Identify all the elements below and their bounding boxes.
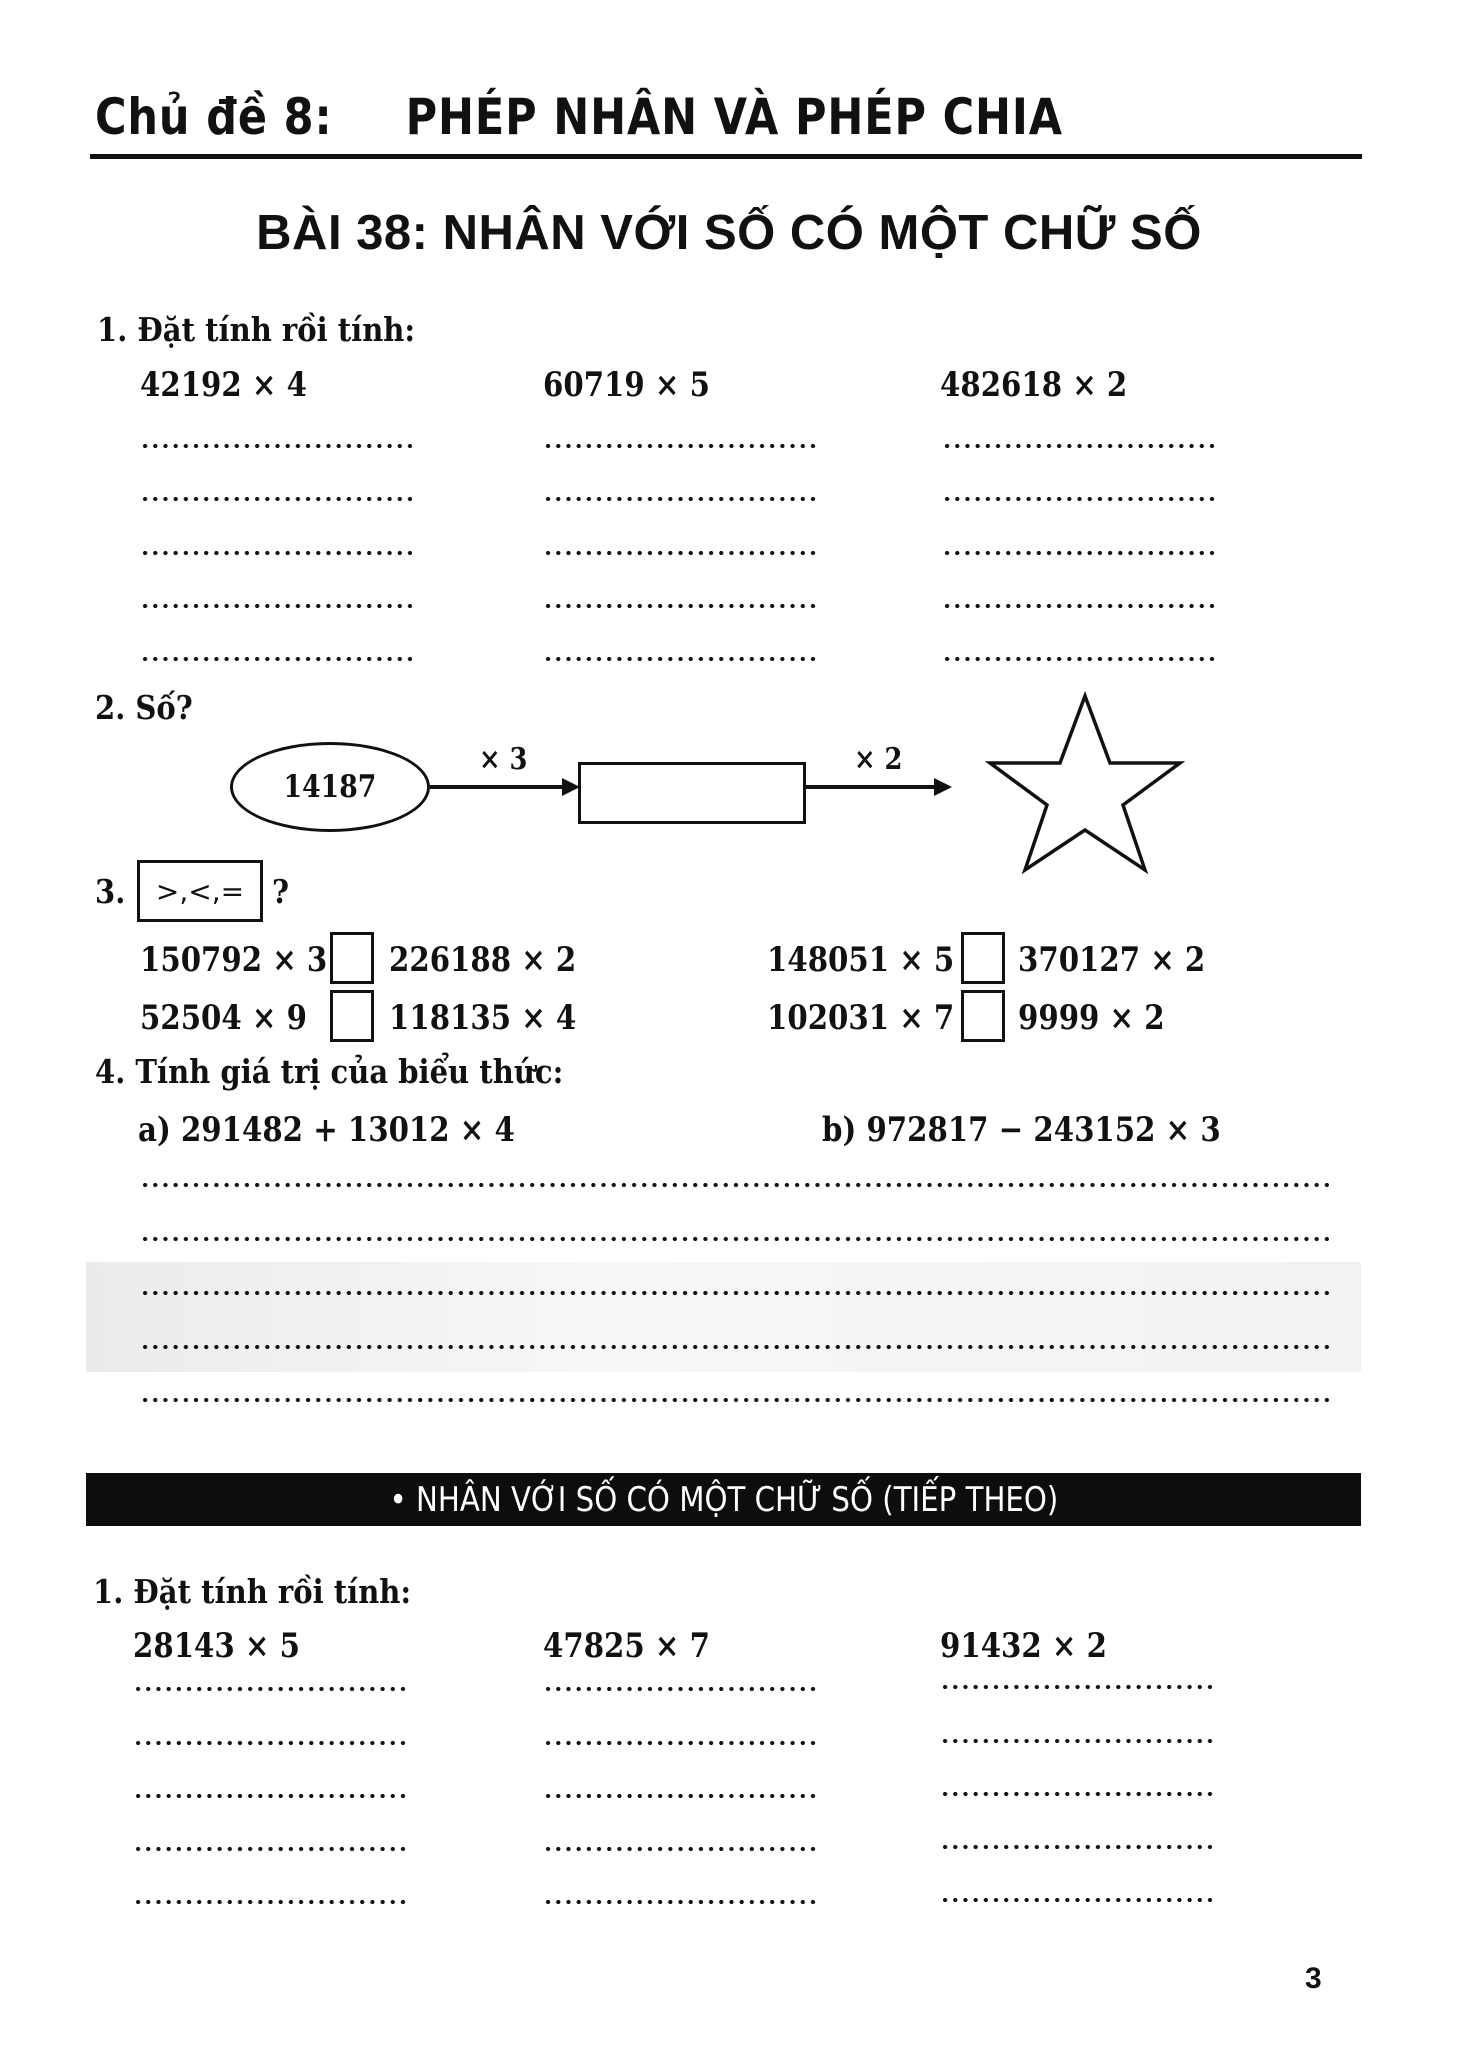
answer-line[interactable] [140, 443, 412, 449]
intermediate-answer-box[interactable] [578, 762, 806, 824]
answer-line[interactable] [942, 656, 1218, 662]
answer-line[interactable] [140, 1344, 1332, 1350]
answer-line[interactable] [543, 496, 818, 502]
answer-line[interactable] [140, 550, 412, 556]
start-value: 14187 [283, 769, 377, 805]
chapter-divider [90, 154, 1362, 159]
answer-line[interactable] [140, 1182, 1332, 1188]
q4-expression-a: a) 291482 + 13012 × 4 [138, 1110, 515, 1150]
answer-line[interactable] [543, 550, 818, 556]
answer-line[interactable] [543, 1686, 818, 1692]
section-banner [86, 1473, 1361, 1526]
compare-4-left: 102031 × 7 [767, 998, 955, 1038]
answer-line[interactable] [543, 1793, 818, 1799]
answer-line[interactable] [940, 1844, 1215, 1850]
comparison-symbols: >,<,= [155, 874, 245, 908]
answer-line[interactable] [140, 1397, 1332, 1403]
answer-line[interactable] [543, 443, 818, 449]
section2-q1-label: 1. Đặt tính rồi tính: [93, 1572, 412, 1611]
lesson-title: BÀI 38: NHÂN VỚI SỐ CÓ MỘT CHỮ SỐ [256, 206, 1202, 260]
compare-3-left: 52504 × 9 [140, 998, 307, 1038]
compare-4-answer-box[interactable] [961, 990, 1005, 1042]
chapter-heading [95, 88, 1063, 146]
answer-line[interactable] [133, 1740, 407, 1746]
answer-line[interactable] [543, 603, 818, 609]
step1-operator: × 3 [478, 742, 528, 777]
q1-problem-2: 60719 × 5 [543, 365, 710, 405]
page-number: 3 [1305, 1962, 1322, 1995]
arrow-1 [430, 785, 562, 789]
step2-operator: × 2 [853, 742, 903, 777]
answer-line[interactable] [133, 1846, 407, 1852]
comparison-symbols-box [137, 860, 263, 922]
q1-problem-3: 482618 × 2 [940, 365, 1128, 405]
chapter-label: Chủ đề 8: [95, 88, 333, 146]
answer-line[interactable] [140, 656, 412, 662]
q1-problem-1: 42192 × 4 [140, 365, 307, 405]
q4-label: 4. Tính giá trị của biểu thức: [95, 1052, 564, 1091]
compare-3-answer-box[interactable] [330, 990, 374, 1042]
q3-question-mark: ? [272, 872, 290, 911]
compare-3-right: 118135 × 4 [389, 998, 577, 1038]
answer-line[interactable] [140, 496, 412, 502]
answer-line[interactable] [140, 1290, 1332, 1296]
answer-line[interactable] [940, 1791, 1215, 1797]
section2-q1-problem-2: 47825 × 7 [543, 1626, 710, 1666]
answer-line[interactable] [543, 1846, 818, 1852]
star-answer-shape[interactable] [940, 690, 1190, 875]
chapter-topic: PHÉP NHÂN VÀ PHÉP CHIA [405, 88, 1063, 146]
answer-line[interactable] [942, 550, 1218, 556]
compare-2-left: 148051 × 5 [767, 940, 955, 980]
scan-shadow [86, 1262, 1361, 1372]
compare-4-right: 9999 × 2 [1018, 998, 1165, 1038]
compare-1-right: 226188 × 2 [389, 940, 577, 980]
compare-2-right: 370127 × 2 [1018, 940, 1206, 980]
answer-line[interactable] [940, 1738, 1215, 1744]
compare-2-answer-box[interactable] [961, 932, 1005, 984]
answer-line[interactable] [940, 1684, 1215, 1690]
answer-line[interactable] [543, 656, 818, 662]
answer-line[interactable] [133, 1899, 407, 1905]
section2-q1-problem-1: 28143 × 5 [133, 1626, 300, 1666]
section-banner-text: • NHÂN VỚI SỐ CÓ MỘT CHỮ SỐ (TIẾP THEO) [389, 1479, 1058, 1520]
answer-line[interactable] [543, 1740, 818, 1746]
answer-line[interactable] [942, 603, 1218, 609]
q2-label: 2. Số? [95, 688, 193, 727]
arrow-2 [806, 785, 936, 789]
compare-1-answer-box[interactable] [330, 932, 374, 984]
answer-line[interactable] [942, 496, 1218, 502]
answer-line[interactable] [942, 443, 1218, 449]
start-value-ellipse [230, 742, 430, 832]
answer-line[interactable] [940, 1897, 1215, 1903]
q3-number: 3. [95, 872, 126, 911]
answer-line[interactable] [140, 603, 412, 609]
answer-line[interactable] [140, 1236, 1332, 1242]
answer-line[interactable] [543, 1899, 818, 1905]
answer-line[interactable] [133, 1686, 407, 1692]
q4-expression-b: b) 972817 − 243152 × 3 [822, 1110, 1221, 1150]
section2-q1-problem-3: 91432 × 2 [940, 1626, 1107, 1666]
q1-label: 1. Đặt tính rồi tính: [97, 310, 416, 349]
answer-line[interactable] [133, 1793, 407, 1799]
compare-1-left: 150792 × 3 [140, 940, 328, 980]
